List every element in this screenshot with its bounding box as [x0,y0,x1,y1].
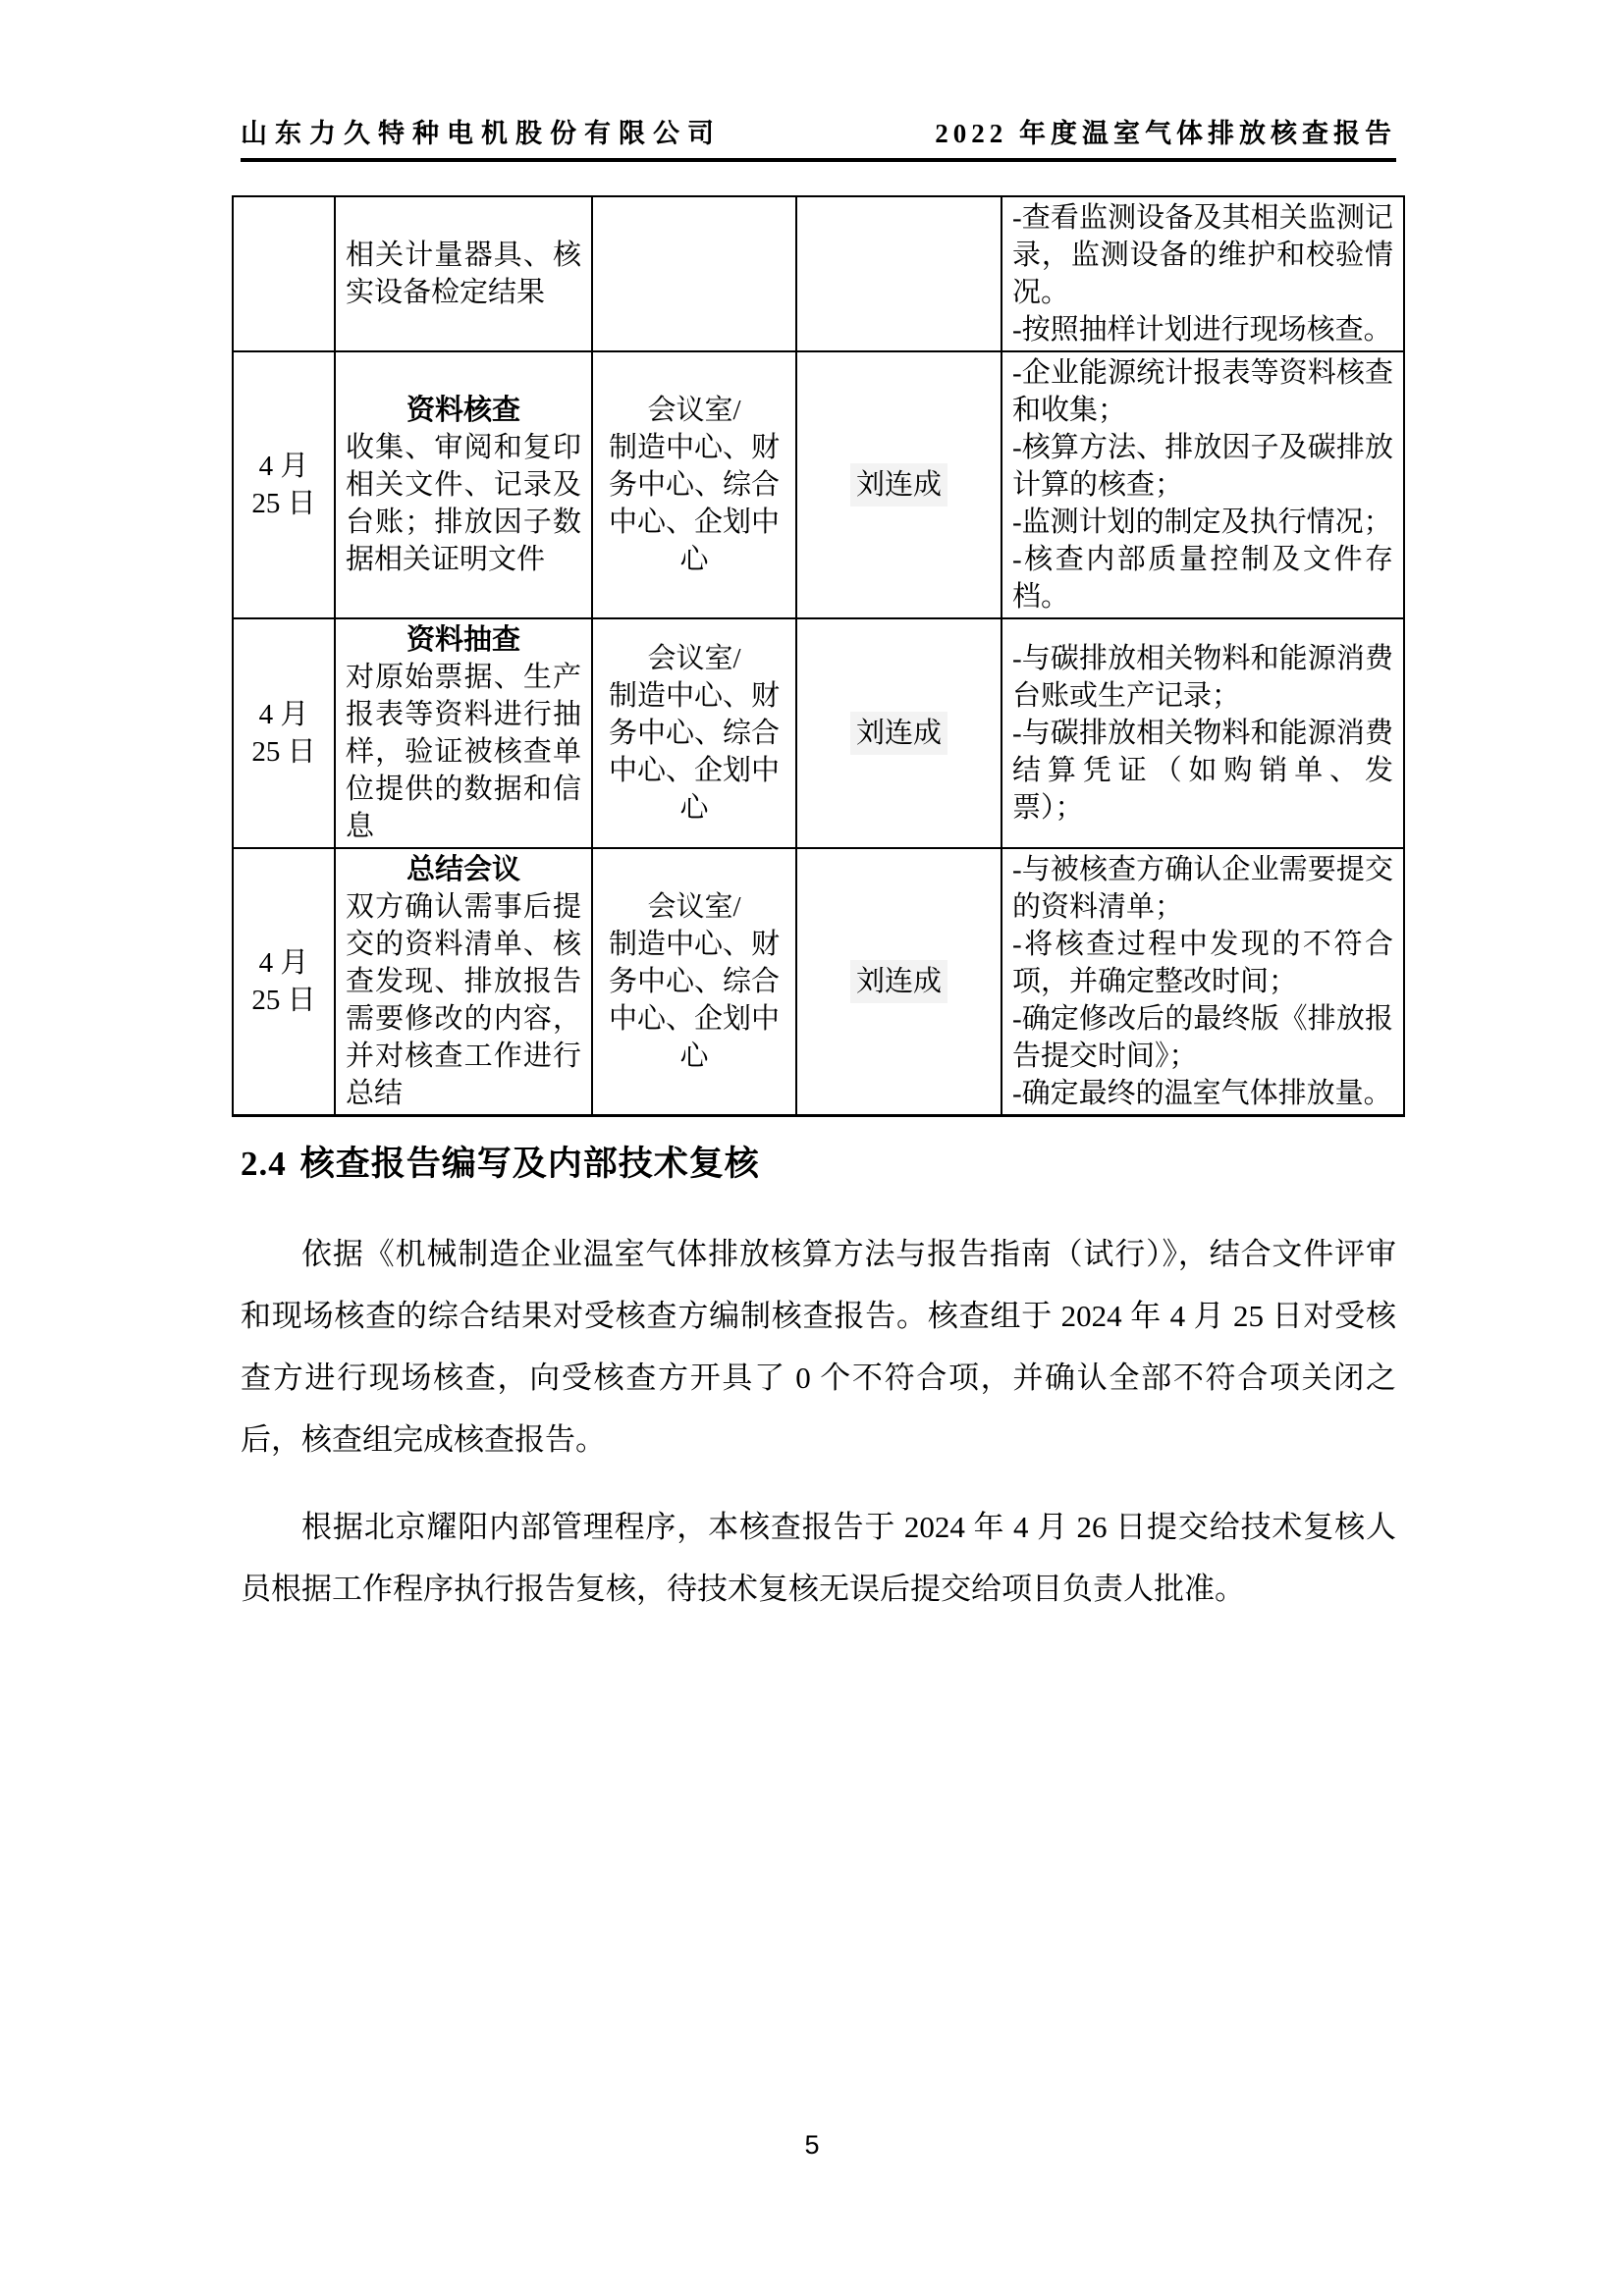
section-title: 核查报告编写及内部技术复核 [299,1145,760,1183]
detail-item: -按照抽样计划进行现场核查。 [1012,314,1392,346]
location-rest: 制造中心、财务中心、综合中心、企划中心 [608,929,780,1072]
cell-date [233,848,335,1116]
header-report-title: 2022 年度温室气体排放核查报告 [935,119,1396,148]
header-company-name: 山东力久特种电机股份有限公司 [241,119,722,148]
date-day: 25 日 [251,985,316,1016]
detail-item: -核查内部质量控制及文件存档。 [1012,544,1393,613]
cell-date [233,618,335,848]
detail-item: -与被核查方确认企业需要提交的资料清单； [1012,854,1393,923]
detail-item: -确定最终的温室气体排放量。 [1012,1078,1392,1109]
cell-activity [335,848,592,1116]
location-line: 会议室/ [647,395,741,426]
location-rest: 制造中心、财务中心、综合中心、企划中心 [608,680,780,824]
cell-date [233,351,335,618]
cell-person [796,351,1001,618]
table-row-document-sampling [233,618,1404,848]
activity-title: 资料核查 [406,395,520,426]
date-day: 25 日 [251,736,316,768]
section-number: 2.4 [241,1145,287,1183]
cell-activity [335,196,592,351]
activity-title: 资料抽查 [406,624,520,656]
detail-item: -企业能源统计报表等资料核查和收集； [1012,357,1393,426]
section-heading [241,1143,1396,1186]
activity-text: 收集、审阅和复印相关文件、记录及台账；排放因子数据相关证明文件 [346,432,581,575]
activity-text: 对原始票据、生产报表等资料进行抽样，验证被核查单位提供的数据和信息 [346,662,581,842]
table-row-closing-meeting [233,848,1404,1116]
cell-details [1001,618,1404,848]
detail-item: -核算方法、排放因子及碳排放计算的核查； [1012,432,1393,501]
detail-item: -与碳排放相关物料和能源消费结算凭证（如购销单、发票）； [1012,718,1393,824]
location-line: 会议室/ [647,643,741,674]
date-month: 4 月 [258,451,309,482]
cell-person [796,848,1001,1116]
cell-person [796,196,1001,351]
date-day: 25 日 [251,488,316,519]
paragraph-report-writing: 依据《机械制造企业温室气体排放核算方法与报告指南（试行）》，结合文件评审和现场核查的综合结果对受核查方编制核查报告。核查组于 2024 年 4 月 25 日对受核查方进行现场核查，向受核查方开具了 0 个不符合项，并确认全部不符合项关闭之后，核查组完成核查报告。 [241,1237,1396,1457]
location-rest: 制造中心、财务中心、综合中心、企划中心 [608,432,780,575]
cell-activity [335,351,592,618]
detail-item: -将核查过程中发现的不符合项，并确定整改时间； [1012,929,1393,997]
cell-location [592,848,796,1116]
cell-details [1001,196,1404,351]
cell-location [592,351,796,618]
verification-schedule-table [232,195,1405,1117]
detail-item: -查看监测设备及其相关监测记录，监测设备的维护和校验情况。 [1012,202,1393,308]
page-header [241,0,1396,162]
person-name: 刘连成 [850,960,947,1003]
detail-item: -与碳排放相关物料和能源消费台账或生产记录； [1012,643,1393,712]
activity-title: 总结会议 [406,854,520,885]
cell-date [233,196,335,351]
person-name: 刘连成 [850,712,947,755]
activity-text: 相关计量器具、核实设备检定结果 [346,240,581,308]
detail-item: -确定修改后的最终版《排放报告提交时间》； [1012,1003,1393,1072]
location-line: 会议室/ [647,891,741,923]
date-month: 4 月 [258,947,309,979]
table-row-continued [233,196,1404,351]
cell-details [1001,351,1404,618]
table-row-document-review [233,351,1404,618]
cell-location [592,196,796,351]
date-month: 4 月 [258,699,309,730]
paragraph-technical-review: 根据北京耀阳内部管理程序，本核查报告于 2024 年 4 月 26 日提交给技术复核人员根据工作程序执行报告复核，待技术复核无误后提交给项目负责人批准。 [241,1510,1396,1606]
detail-item: -监测计划的制定及执行情况； [1012,507,1392,538]
person-name: 刘连成 [850,463,947,507]
cell-location [592,618,796,848]
cell-person [796,618,1001,848]
cell-activity [335,618,592,848]
activity-text: 双方确认需事后提交的资料清单、核查发现、排放报告需要修改的内容，并对核查工作进行总结 [346,891,581,1109]
page-number: 5 [804,2130,820,2160]
cell-details [1001,848,1404,1116]
